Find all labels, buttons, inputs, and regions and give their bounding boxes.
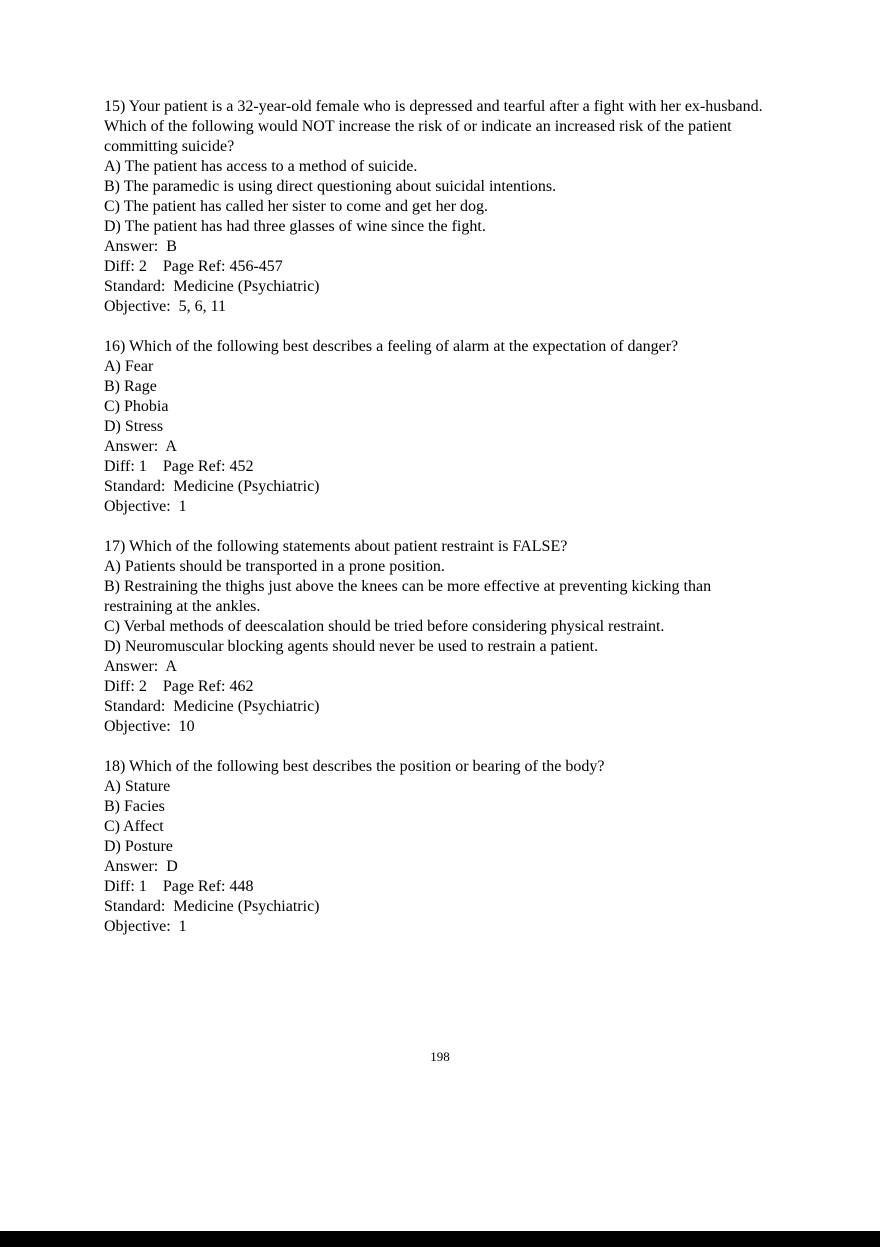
- choice-d: D) Stress: [104, 418, 164, 435]
- diff-pageref-line: Diff: 1 Page Ref: 448: [104, 878, 254, 895]
- question-stem: 15) Your patient is a 32-year-old female who is depressed and tearful after a fight with her ex-husband. Which of the following would NOT increase the risk of or indicate an increased risk of the patient committing suicide?: [104, 98, 767, 155]
- objective-line: Objective: 1: [104, 918, 187, 935]
- choice-a: A) The patient has access to a method of suicide.: [104, 158, 418, 175]
- choice-b: B) The paramedic is using direct questioning about suicidal intentions.: [104, 178, 557, 195]
- diff-pageref-line: Diff: 1 Page Ref: 452: [104, 458, 254, 475]
- answer-line: Answer: B: [104, 238, 177, 255]
- choice-a: A) Patients should be transported in a prone position.: [104, 558, 445, 575]
- choice-c: C) Affect: [104, 818, 164, 835]
- question-16: [104, 337, 776, 517]
- choice-a: A) Fear: [104, 358, 154, 375]
- choice-d: D) The patient has had three glasses of wine since the fight.: [104, 218, 486, 235]
- choice-c: C) Verbal methods of deescalation should be tried before considering physical restraint.: [104, 618, 665, 635]
- choice-c: C) The patient has called her sister to come and get her dog.: [104, 198, 489, 215]
- standard-line: Standard: Medicine (Psychiatric): [104, 898, 320, 915]
- choice-c: C) Phobia: [104, 398, 169, 415]
- choice-b: B) Facies: [104, 798, 165, 815]
- question-18: [104, 757, 776, 937]
- question-stem: 16) Which of the following best describes a feeling of alarm at the expectation of danger?: [104, 338, 679, 355]
- diff-pageref-line: Diff: 2 Page Ref: 456-457: [104, 258, 283, 275]
- objective-line: Objective: 10: [104, 718, 195, 735]
- choice-b: B) Rage: [104, 378, 157, 395]
- standard-line: Standard: Medicine (Psychiatric): [104, 698, 320, 715]
- choice-d: D) Posture: [104, 838, 173, 855]
- page-number: 198: [430, 1049, 450, 1064]
- question-stem: 18) Which of the following best describes the position or bearing of the body?: [104, 758, 605, 775]
- objective-line: Objective: 1: [104, 498, 187, 515]
- choice-b: B) Restraining the thighs just above the knees can be more effective at preventing kicking than restraining at the ankles.: [104, 578, 716, 615]
- answer-line: Answer: A: [104, 658, 177, 675]
- choice-d: D) Neuromuscular blocking agents should never be used to restrain a patient.: [104, 638, 599, 655]
- question-17: [104, 537, 776, 737]
- objective-line: Objective: 5, 6, 11: [104, 298, 227, 315]
- answer-line: Answer: D: [104, 858, 178, 875]
- bottom-black-bar: [0, 1231, 880, 1247]
- standard-line: Standard: Medicine (Psychiatric): [104, 278, 320, 295]
- diff-pageref-line: Diff: 2 Page Ref: 462: [104, 678, 254, 695]
- question-stem: 17) Which of the following statements about patient restraint is FALSE?: [104, 538, 568, 555]
- standard-line: Standard: Medicine (Psychiatric): [104, 478, 320, 495]
- question-15: [104, 97, 776, 317]
- answer-line: Answer: A: [104, 438, 177, 455]
- document-body: [104, 97, 776, 957]
- choice-a: A) Stature: [104, 778, 171, 795]
